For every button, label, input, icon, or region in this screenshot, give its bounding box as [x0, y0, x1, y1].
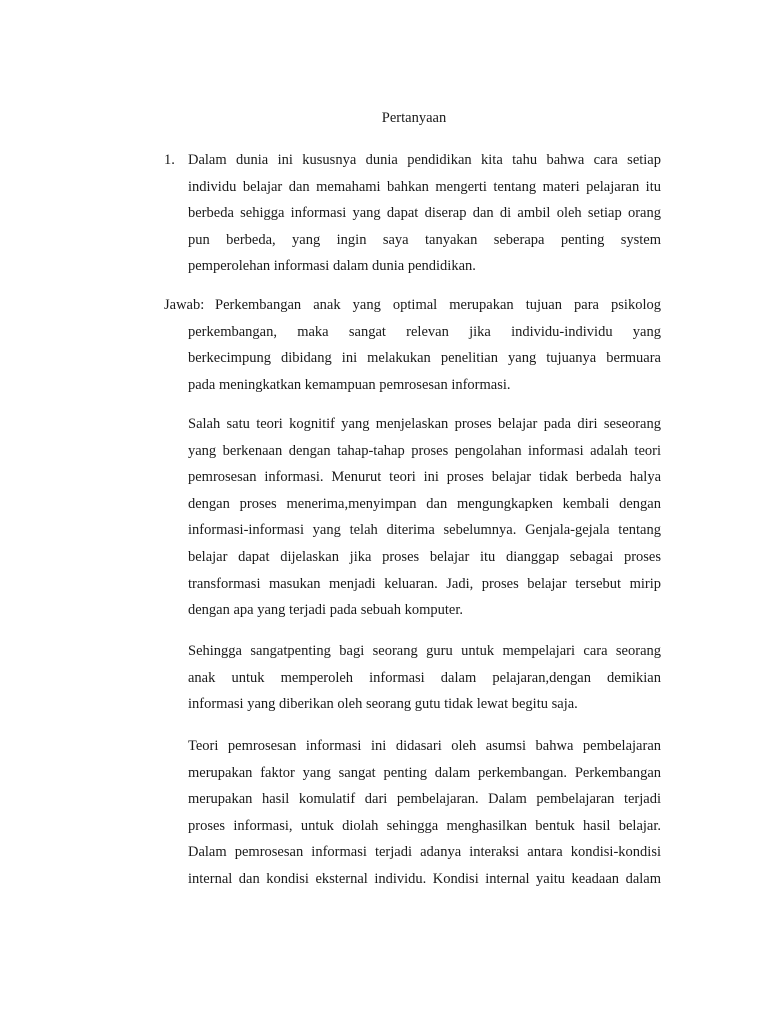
- paragraph-line: Dalam pemrosesan informasi terjadi adanya interaksi antara kondisi-kondisi: [188, 844, 661, 861]
- paragraph-line: dengan proses menerima,menyimpan dan mengungkapken kembali dengan: [188, 495, 661, 512]
- paragraph-line: proses informasi, untuk diolah sehingga menghasilkan bentuk hasil belajar.: [188, 817, 661, 834]
- paragraph-line: Teori pemrosesan informasi ini didasari oleh asumsi bahwa pembelajaran: [188, 738, 661, 754]
- question-line: individu belajar dan memahami bahkan mengerti tentang materi pelajaran itu: [188, 178, 661, 195]
- paragraph-line: yang berkenaan dengan tahap-tahap proses pengolahan informasi adalah teori: [188, 442, 661, 459]
- paragraph-line: informasi-informasi yang telah diterima sebelumnya. Genjala-gejala tentang: [188, 522, 661, 539]
- question-line: berbeda sehigga informasi yang dapat diserap dan di ambil oleh setiap orang: [188, 205, 661, 222]
- question-line: pemperolehan informasi dalam dunia pendidikan.: [188, 258, 476, 275]
- paragraph-1: [188, 411, 661, 624]
- paragraph-2: [188, 638, 661, 718]
- paragraph-line: pemrosesan informasi. Menurut teori ini proses belajar tidak berbeda halya: [188, 469, 661, 486]
- answer-first-line: Perkembangan anak yang optimal merupakan tujuan para psikolog: [215, 297, 661, 313]
- paragraph-line: merupakan faktor yang sangat penting dalam perkembangan. Perkembangan: [188, 764, 661, 781]
- page-title: Pertanyaan: [381, 110, 447, 126]
- paragraph-line: Sehingga sangatpenting bagi seorang guru untuk mempelajari cara seorang: [188, 643, 661, 659]
- paragraph-line: merupakan hasil komulatif dari pembelajaran. Dalam pembelajaran terjadi: [188, 791, 661, 808]
- paragraph-line: transformasi masukan menjadi keluaran. Jadi, proses belajar tersebut mirip: [188, 575, 661, 592]
- question-text: [188, 147, 661, 280]
- answer-text: [188, 319, 661, 399]
- question-line: Dalam dunia ini kususnya dunia pendidikan kita tahu bahwa cara setiap: [188, 152, 661, 168]
- paragraph-line: internal dan kondisi eksternal individu. Kondisi internal yaitu keadaan dalam: [188, 870, 661, 887]
- question-line: pun berbeda, yang ingin saya tanyakan seberapa penting system: [188, 231, 661, 248]
- paragraph-line: belajar dapat dijelaskan jika proses belajar itu dianggap sebagai proses: [188, 548, 661, 565]
- paragraph-line: Salah satu teori kognitif yang menjelaskan proses belajar pada diri seseorang: [188, 416, 661, 432]
- answer-line: pada meningkatkan kemampuan pemrosesan informasi.: [188, 376, 511, 393]
- answer-line: perkembangan, maka sangat relevan jika individu-individu yang: [188, 323, 661, 340]
- answer-line: berkecimpung dibidang ini melakukan penelitian yang tujuanya bermuara: [188, 350, 661, 367]
- paragraph-3: [188, 733, 661, 893]
- answer-label: Jawab:: [164, 297, 205, 313]
- paragraph-line: informasi yang diberikan oleh seorang gutu tidak lewat begitu saja.: [188, 696, 578, 713]
- question-number: 1.: [164, 152, 175, 168]
- paragraph-line: anak untuk memperoleh informasi dalam pelajaran,dengan demikian: [188, 669, 661, 686]
- paragraph-line: dengan apa yang terjadi pada sebuah komputer.: [188, 602, 463, 619]
